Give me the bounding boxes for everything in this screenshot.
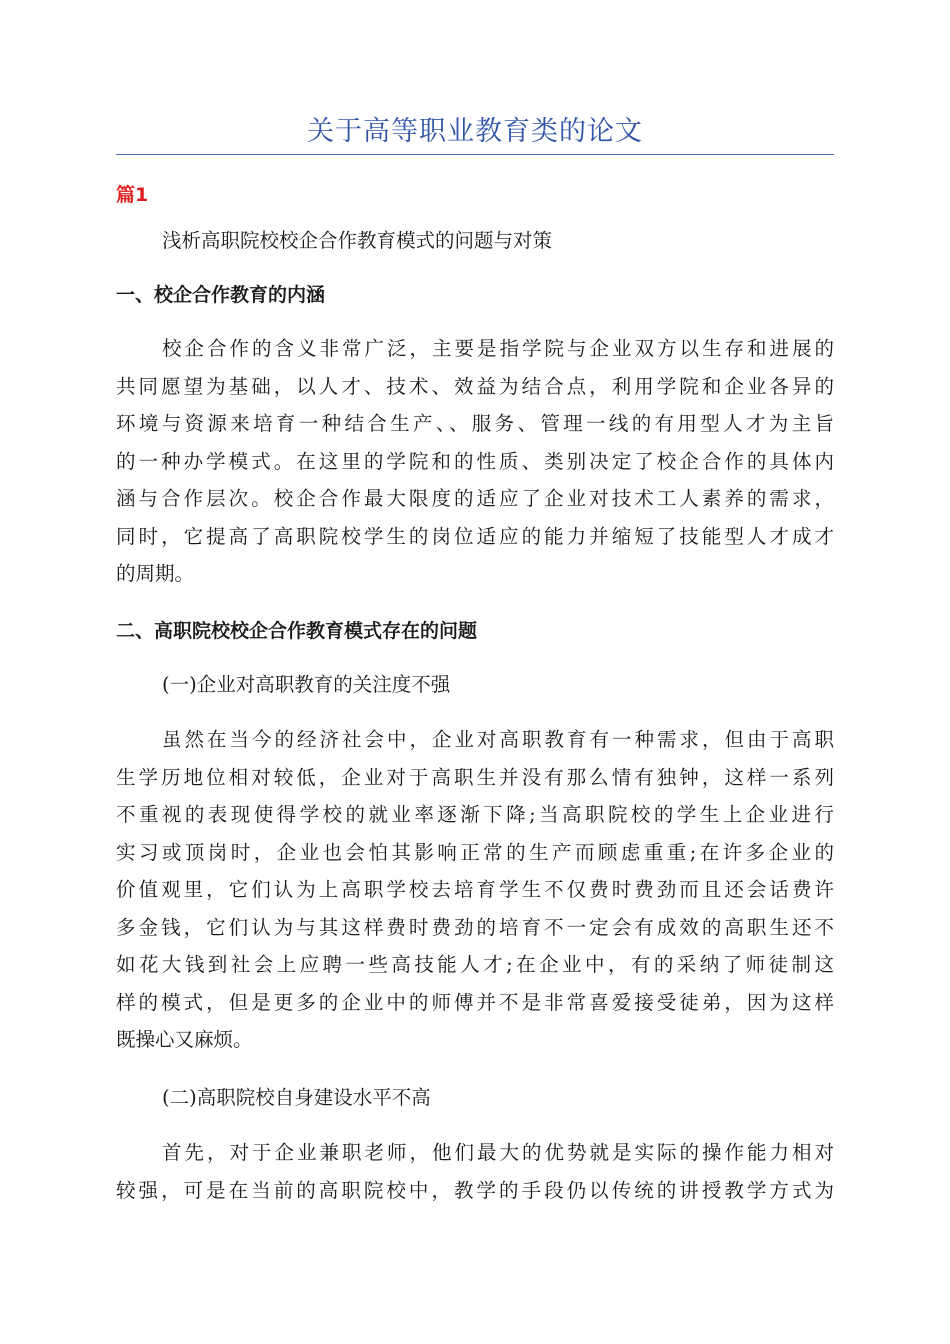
paper-subtitle: 浅析高职院校校企合作教育模式的问题与对策 <box>162 229 553 252</box>
subsection-heading-1: (一)企业对高职教育的关注度不强 <box>162 673 451 696</box>
paragraph-line: 如花大钱到社会上应聘一些高技能人才;在企业中，有的采纳了师徒制这 <box>116 953 834 976</box>
paragraph-line: 校企合作的含义非常广泛，主要是指学院与企业双方以生存和进展的 <box>162 337 834 360</box>
paragraph-line: 较强，可是在当前的高职院校中，教学的手段仍以传统的讲授教学方式为 <box>116 1178 834 1202</box>
paragraph-line: 多金钱，它们认为与其这样费时费劲的培育不一定会有成效的高职生还不 <box>116 915 834 939</box>
paragraph-line: 共同愿望为基础，以人才、技术、效益为结合点，利用学院和企业各异的 <box>116 374 834 398</box>
paragraph-enterprise-attention <box>116 721 834 1059</box>
paragraph-line: 既操心又麻烦。 <box>116 1028 253 1051</box>
paragraph-line: 实习或顶岗时，企业也会怕其影响正常的生产而顾虑重重;在许多企业的 <box>116 840 834 864</box>
part-label: 篇1 <box>116 184 149 206</box>
section-heading-1: 一、校企合作教育的内涵 <box>116 284 326 306</box>
paragraph-line: 生学历地位相对较低，企业对于高职生并没有那么情有独钟，这样一系列 <box>116 765 834 789</box>
section-heading-2: 二、高职院校校企合作教育模式存在的问题 <box>116 620 478 642</box>
paragraph-line: 价值观里，它们认为上高职学校去培育学生不仅费时费劲而且还会话费许 <box>116 878 834 901</box>
paragraph-line: 样的模式，但是更多的企业中的师傅并不是非常喜爱接受徒弟，因为这样 <box>116 990 834 1014</box>
paragraph-line: 同时，它提高了高职院校学生的岗位适应的能力并缩短了技能型人才成才 <box>116 524 834 548</box>
paragraph-line: 环境与资源来培育一种结合生产、、服务、管理一线的有用型人才为主旨 <box>116 412 834 435</box>
document-title: 关于高等职业教育类的论文 <box>307 116 643 147</box>
title-underline <box>116 154 834 155</box>
paragraph-line: 的周期。 <box>116 562 195 585</box>
paragraph-line: 不重视的表现使得学校的就业率逐渐下降;当高职院校的学生上企业进行 <box>116 803 834 826</box>
paragraph-line: 的一种办学模式。在这里的学院和的性质、类别决定了校企合作的具体内 <box>116 449 834 473</box>
paragraph-line: 涵与合作层次。校企合作最大限度的适应了企业对技术工人素养的需求， <box>116 487 834 510</box>
subsection-heading-2: (二)高职院校自身建设水平不高 <box>162 1086 431 1109</box>
paragraph-intro <box>116 330 834 593</box>
paragraph-line: 首先，对于企业兼职老师，他们最大的优势就是实际的操作能力相对 <box>162 1141 834 1164</box>
paragraph-college-construction <box>116 1134 834 1209</box>
paragraph-line: 虽然在当今的经济社会中，企业对高职教育有一种需求，但由于高职 <box>162 728 834 751</box>
